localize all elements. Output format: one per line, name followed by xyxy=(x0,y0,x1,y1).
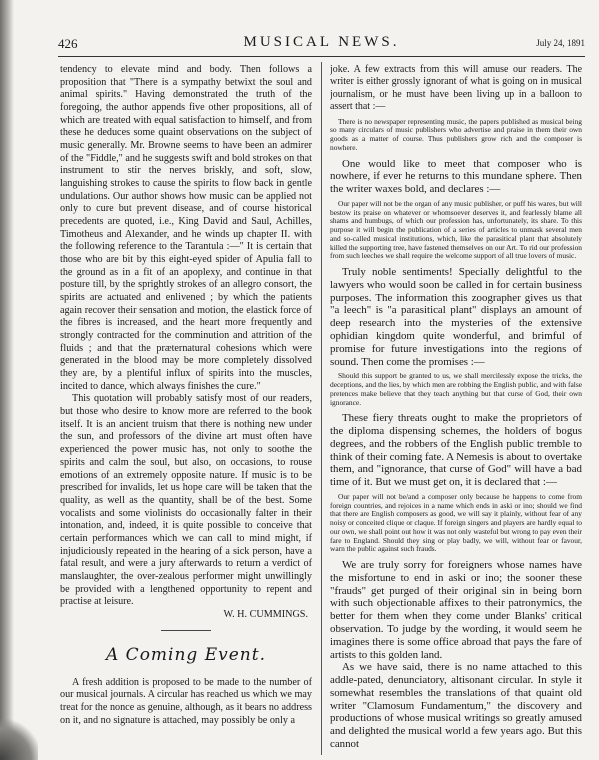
right-column xyxy=(330,64,582,754)
article-paragraph: Truly noble sentiments! Specially delightful to the lawyers who would soon be called in for certain business purposes. The information this zoographer gives us that "a leech" is "a parasitical plant" displays an amount of deep research into the mysteries of the extensive ophidian kingdom quite wonderful, and brimful of promise for future investigations into the regions of sound. Then come the promises :— xyxy=(330,266,582,368)
page-number: 426 xyxy=(58,36,78,51)
article-paragraph: These fiery threats ought to make the proprietors of the diploma dispensing schemes, the holders of bogus degrees, and the robbers of the English public tremble to think of their coming fate. A Nemesis is about to overtake them, and "ignorance, that curse of God" will have a bad time of it. But we must get on, it is declared that :— xyxy=(330,412,582,489)
page-gutter-shadow xyxy=(0,0,14,760)
quoted-excerpt: Our paper will not be/and a composer only because he happens to come from foreign countries, and rejoices in a name which ends in aski or ino; should we find that there are English composers as good, we will say it plainly, without fear of any noisy or conceited clique or claque. If foreign singers and players are hardly equal to our own, we shall point out how it was not only wasteful but wrong to pay even their fare to England. Should they sing or play badly, we will, without fear or favour, warn the public against such frauds. xyxy=(330,491,582,554)
article-paragraph: A fresh addition is proposed to be made to the number of our musical journals. A circular has reached us which we may treat for the nonce as genuine, although, as it bears no address on it, and no signature is attached, may possibly be only a xyxy=(60,676,312,726)
quoted-excerpt: Should this support be granted to us, we shall mercilessly expose the tricks, the deceptions, and the lies, by which men are robbing the English public, and with false pretences make believe that they teach anything but that curse of God, their own ignorance. xyxy=(330,371,582,407)
header-rule xyxy=(58,56,585,57)
author-signature: W. H. CUMMINGS. xyxy=(223,608,308,620)
article-paragraph: tendency to elevate mind and body. Then follows a proposition that "There is a sympathy betwixt the soul and animal spirits." Having demonstrated the truth of the foregoing, the author appends five other propositions, all of which are treated with equal satisfaction to himself, and from these he deduces some quaint observations on the subject of music generally. Mr. Browne seems to have been an admirer of the "Fiddle," and he suggests swift and bold strokes on that instrument to stir the nerves briskly, and soft, slow, languishing strokes to cause the spirits to flow back in gentle undulations. Our author shows how music can be applied not only to cure but prevent disease, and of course historical precedents are quoted, i.e., King David and Saul, Achilles, Timotheus and Alexander, and he winds up chapter II. with the following reference to the Tarantula :—" It is certain that those who are bit by this eight-eyed spider of Apulia fall to the ground as in a fit of an apoplexy, and continue in that posture till, by the sprightly strokes of an allegro consort, the spirits are actuated and enlivened ; by which the patients again recover their sensation and motion, the elastick force of the fibres is increased, and the heart more frequently and strongly contracted for the comminution and attrition of the fluids ; and that the præternatural cohesions which were generated in the blood may be more completely dissolved they are, by a plentiful influx of spirits into the muscles, incited to dance, which always finishes the cure." xyxy=(60,64,312,392)
article-paragraph: As we have said, there is no name attached to this addle-pated, denunciatory, altisonant circular. In style it somewhat resembles the translations of that quaint old writer "Clamosum Fundamentum," the discovery and productions of whose musical writings so greatly amused and delighted the musical world a few years ago. But this cannot xyxy=(330,661,582,750)
quoted-excerpt: Our paper will not be the organ of any music publisher, or puff his wares, but will bestow its praise on whatever or whomsoever deserves it, and fearlessly blame all shams and humbugs, of which our profession has, unfortunately, its share. To this purpose it will begin the publication of a series of articles to unmask several men and so-called musical institutions, which, like the parasitical plant that absolutely killed the supporting tree, have fastened themselves on our Art. To rid our profession from such leeches we shall require the welcome support of all true lovers of music. xyxy=(330,198,582,261)
page-corner-shadow xyxy=(0,718,38,760)
article-paragraph: We are truly sorry for foreigners whose names have the misfortune to end in aski or ino; the sooner these "frauds" get purged of their original sin in being born with such objectionable affixes to their patronymics, the better for them when they come under Blanks' critical observation. To judge by the wording, it would seem he imagines there is some office abroad that pays the fare of artists to this golden land. xyxy=(330,559,582,661)
running-title: MUSICAL NEWS. xyxy=(243,34,400,50)
page-header xyxy=(58,32,585,54)
article-paragraph: This quotation will probably satisfy most of our readers, but those who desire to know more are referred to the book itself. It is an ancient truism that there is nothing new under the sun, and professors of the divine art must often have experienced the power music has, not only to soothe the spirits and calm the soul, but also, on occasions, to rouse emotions of an extremely opposite nature. If music is to be prescribed for invalids, let us hope care will be taken that the quality, as well as the quantity, shall be of the best. Some vocalists and some violinists do occasionally falter in their intonation, and, indeed, it is quite possible to conceive that certain performances which we can call to mind might, if injudiciously repeated in the hearing of a sick person, have a fatal result, and were a jury afterwards to return a verdict of manslaughter, the over-zealous performer might unwillingly be provided with a lengthened opportunity to repent and practise at leisure. xyxy=(60,393,312,608)
article-paragraph: One would like to meet that composer who is nowhere, if ever he returns to this mundane sphere. Then the writer waxes bold, and declares :— xyxy=(330,157,582,196)
quoted-excerpt: There is no newspaper representing music, the papers published as musical being so many circulars of music publishers who advertise and praise in them their own goods as a matter of course. Thus publishers grow rich and the composer is nowhere. xyxy=(330,116,582,152)
column-divider xyxy=(321,62,322,755)
article-paragraph: joke. A few extracts from this will amuse our readers. The writer is either grossly ignorant of what is going on in musical journalism, or he must have been living up in a balloon to assert that :— xyxy=(330,64,582,113)
signature-line xyxy=(60,609,312,622)
section-divider xyxy=(161,630,211,631)
issue-date: July 24, 1891 xyxy=(536,38,585,48)
section-heading: A Coming Event. xyxy=(106,644,266,665)
left-column xyxy=(60,64,312,754)
